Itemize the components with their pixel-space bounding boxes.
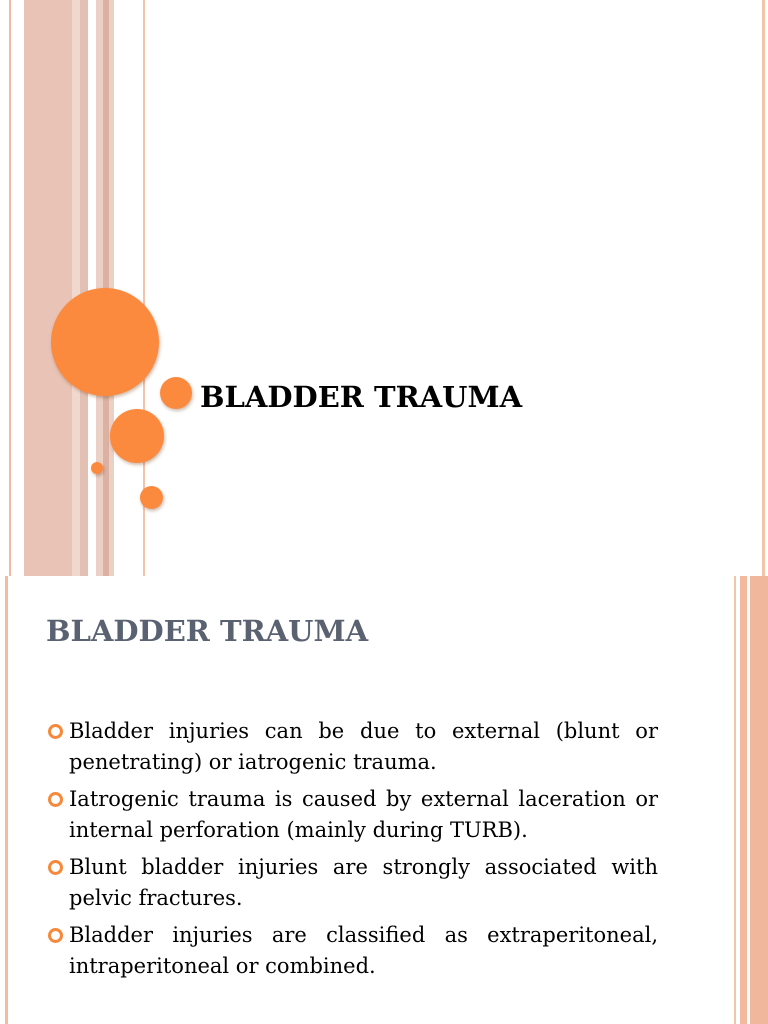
bullet-circle-icon	[48, 724, 63, 739]
decorative-circle-large	[51, 288, 159, 396]
bullet-item	[46, 920, 658, 982]
bullet-text: Blunt bladder injuries are strongly associated with pelvic fractures.	[69, 855, 658, 910]
decorative-circle-small	[160, 377, 192, 409]
slide-title: BLADDER TRAUMA	[200, 380, 523, 414]
decorative-circle-small	[140, 486, 163, 509]
bullet-item	[46, 716, 658, 778]
decorative-stripe	[24, 0, 72, 576]
decorative-stripe	[734, 576, 736, 1024]
decorative-stripe	[740, 576, 747, 1024]
decorative-stripe	[72, 0, 80, 576]
decorative-circle-tiny	[91, 462, 103, 474]
decorative-stripe	[9, 0, 11, 576]
decorative-stripe	[5, 576, 8, 1024]
bullet-text: Bladder injuries are classified as extraperitoneal, intraperitoneal or combined.	[69, 923, 658, 978]
bullet-circle-icon	[48, 792, 63, 807]
decorative-stripe	[762, 0, 765, 576]
content-slide	[0, 576, 768, 1024]
decorative-circle-medium	[110, 409, 164, 463]
bullet-circle-icon	[48, 860, 63, 875]
decorative-stripe	[80, 0, 88, 576]
bullet-list	[46, 716, 658, 988]
bullet-item	[46, 784, 658, 846]
bullet-circle-icon	[48, 928, 63, 943]
bullet-text: Iatrogenic trauma is caused by external laceration or internal perforation (mainly during TURB).	[69, 787, 658, 842]
decorative-stripe	[750, 576, 768, 1024]
bullet-text: Bladder injuries can be due to external (blunt or penetrating) or iatrogenic trauma.	[69, 719, 658, 774]
slide-heading: BLADDER TRAUMA	[46, 614, 369, 648]
bullet-item	[46, 852, 658, 914]
